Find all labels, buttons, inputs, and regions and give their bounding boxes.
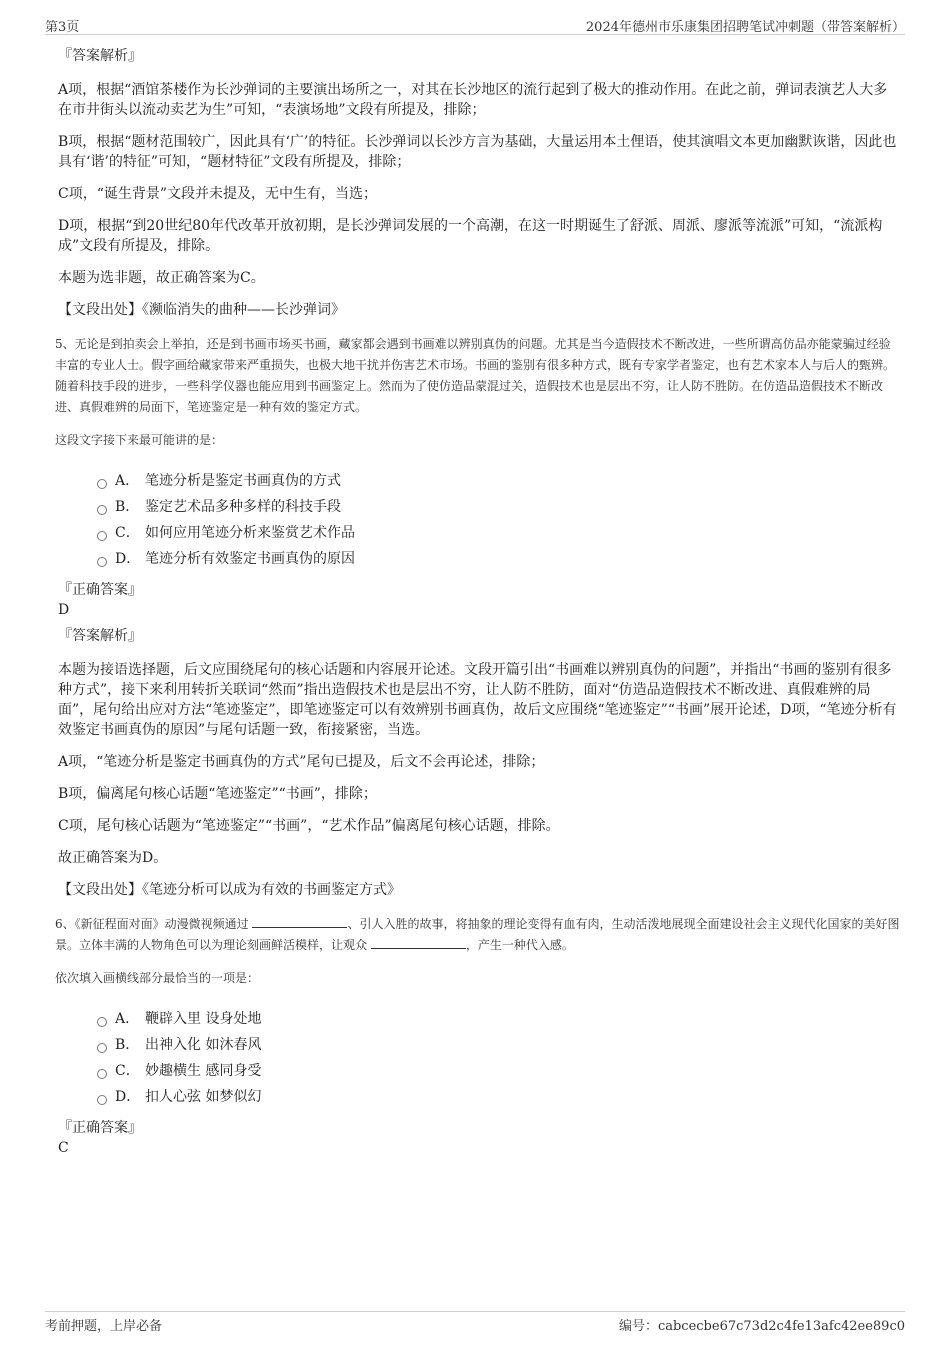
document-title: 2024年德州市乐康集团招聘笔试冲刺题（带答案解析） (585, 20, 905, 35)
passage-source: 【文段出处】《笔迹分析可以成为有效的书画鉴定方式》 (58, 882, 401, 898)
fill-blank (252, 915, 347, 928)
option-d[interactable]: D． 笔迹分析有效鉴定书画真伪的原因 (97, 546, 900, 572)
analysis-paragraph: B项，偏离尾句核心话题“笔迹鉴定”“书画”，排除； (58, 786, 377, 802)
analysis-paragraph: D项，根据“到20世纪80年代改革开放初期，是长沙弹词发展的一个高潮，在这一时期诞生了舒派、周派、廖派等流派”可知，“流派构成”文段有所提及，排除。 (58, 218, 883, 254)
passage-source: 【文段出处】《濒临消失的曲种——长沙弹词》 (58, 302, 345, 318)
radio-icon[interactable] (97, 557, 107, 567)
question-5-text: 5、无论是到拍卖会上举拍，还是到书画市场买书画，藏家都会遇到书画难以辨别真伪的问题。尤其是当今造假技术不断改进，一些所谓高仿品亦能蒙骗过经验丰富的专业人士。假字画给藏家带来严重损失，也极大地干扰并伤害艺术市场。书画的鉴别有很多种方式，既有专家学者鉴定，也有艺术家本人与后人的甄辨。随着科技手段的进步，一些科学仪器也能应用到书画鉴定上。然而为了使仿造品蒙混过关，造假技术也是层出不穷，让人防不胜防。在仿造品造假技术不断改进、真假难辨的局面下，笔迹鉴定是一种有效的鉴定方式。 (55, 337, 896, 414)
analysis-paragraph: C项，尾句核心话题为“笔迹鉴定”“书画”，“艺术作品”偏离尾句核心话题，排除。 (58, 818, 560, 834)
analysis-label: 『答案解析』 (58, 628, 142, 644)
option-a[interactable]: A． 鞭辟入里 设身处地 (97, 1006, 900, 1032)
option-b[interactable]: B． 鉴定艺术品多种多样的科技手段 (97, 494, 900, 520)
option-c[interactable]: C． 妙趣横生 感同身受 (97, 1058, 900, 1084)
question-6-options (97, 1006, 900, 1110)
correct-answer: D (58, 602, 70, 618)
analysis-paragraph: 本题为选非题，故正确答案为C。 (58, 270, 265, 286)
radio-icon[interactable] (97, 1095, 107, 1105)
footer-slogan: 考前押题，上岸必备 (45, 1319, 163, 1334)
page-number: 第3页 (45, 20, 80, 35)
analysis-paragraph: B项，根据“题材范围较广，因此具有‘广’的特征。长沙弹词以长沙方言为基础，大量运用本土俚语，使其演唱文本更加幽默诙谐，因此也具有‘谐’的特征”可知，“题材特征”文段有所提及，排除； (58, 134, 897, 170)
document-id: 编号：cabcecbe67c73d2c4fe13afc42ee89c0 (618, 1319, 905, 1334)
analysis-paragraph: A项，“笔迹分析是鉴定书画真伪的方式”尾句已提及，后文不会再论述，排除； (58, 754, 545, 770)
radio-icon[interactable] (97, 531, 107, 541)
page-content (55, 46, 900, 1164)
radio-icon[interactable] (97, 479, 107, 489)
option-a[interactable]: A． 笔迹分析是鉴定书画真伪的方式 (97, 468, 900, 494)
analysis-label: 『答案解析』 (58, 48, 142, 64)
analysis-paragraph: 故正确答案为D。 (58, 850, 168, 866)
question-6-text: 6、《新征程面对面》动漫微视频通过 、引人入胜的故事，将抽象的理论变得有血有肉，生动活泼地展现全面建设社会主义现代化国家的美好图景。立体丰满的人物角色可以为理论刻画鲜活模样，让观众 ，产生一种代入感。 (55, 917, 900, 952)
question-5-prompt: 这段文字接下来最可能讲的是： (55, 433, 224, 447)
question-6-prompt: 依次填入画横线部分最恰当的一项是： (55, 971, 260, 985)
option-c[interactable]: C． 如何应用笔迹分析来鉴赏艺术作品 (97, 520, 900, 546)
analysis-paragraph: C项，“诞生背景”文段并未提及，无中生有，当选； (58, 186, 378, 202)
correct-answer-label: 『正确答案』 (58, 1120, 142, 1136)
radio-icon[interactable] (97, 1043, 107, 1053)
radio-icon[interactable] (97, 1069, 107, 1079)
correct-answer: C (58, 1140, 69, 1156)
option-b[interactable]: B． 出神入化 如沐春风 (97, 1032, 900, 1058)
analysis-paragraph: A项，根据“酒馆茶楼作为长沙弹词的主要演出场所之一，对其在长沙地区的流行起到了极大的推动作用。在此之前，弹词表演艺人大多在市井街头以流动卖艺为生”可知，“表演场地”文段有所提及，排除； (58, 82, 888, 118)
radio-icon[interactable] (97, 505, 107, 515)
radio-icon[interactable] (97, 1017, 107, 1027)
option-d[interactable]: D． 扣人心弦 如梦似幻 (97, 1084, 900, 1110)
correct-answer-label: 『正确答案』 (58, 582, 142, 598)
question-5-options (97, 468, 900, 572)
page-footer (45, 1311, 905, 1334)
analysis-paragraph: 本题为接语选择题，后文应围绕尾句的核心话题和内容展开论述。文段开篇引出“书画难以辨别真伪的问题”，并指出“书画的鉴别有很多种方式”，接下来利用转折关联词“然而”指出造假技术也是层出不穷，让人防不胜防，面对“仿造品造假技术不断改进、真假难辨的局面”，尾句给出应对方法“笔迹鉴定”，即笔迹鉴定可以有效辨别书画真伪，故后文应围绕“笔迹鉴定”“书画”展开论述，D项，“笔迹分析有效鉴定书画真伪的原因”与尾句话题一致，衔接紧密，当选。 (58, 662, 897, 738)
page-header (45, 14, 905, 35)
fill-blank (371, 936, 466, 949)
